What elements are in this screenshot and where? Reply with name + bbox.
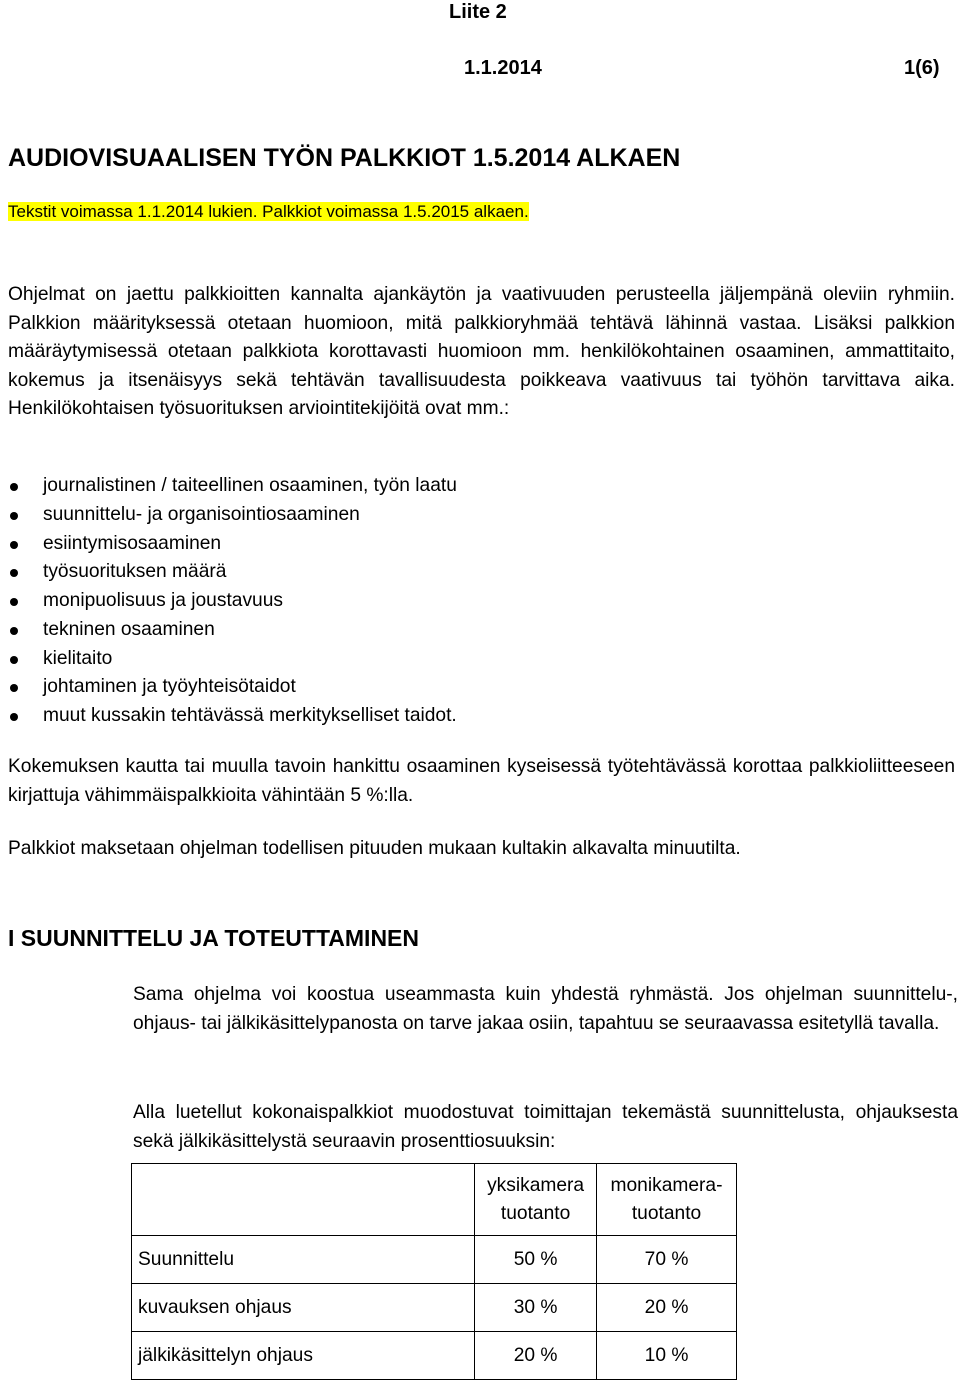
table-cell-label: jälkikäsittelyn ohjaus (132, 1332, 475, 1380)
bullet-icon (10, 713, 18, 721)
criteria-item-text: monipuolisuus ja joustavuus (43, 590, 283, 611)
bullet-icon (10, 684, 18, 692)
page-title: AUDIOVISUAALISEN TYÖN PALKKIOT 1.5.2014 ALKAEN (8, 144, 681, 172)
bullet-icon (10, 512, 18, 520)
table-header-cell: yksikamera tuotanto (475, 1164, 597, 1236)
criteria-item-text: tekninen osaaminen (43, 618, 215, 640)
criteria-item (10, 587, 910, 616)
criteria-item-text: journalistinen / taiteellinen osaaminen, työn laatu (43, 475, 457, 496)
table-cell-single-camera: 30 % (475, 1284, 597, 1332)
criteria-item-text: suunnittelu- ja organisointiosaaminen (43, 503, 360, 525)
validity-note-text: Tekstit voimassa 1.1.2014 lukien. Palkkiot voimassa 1.5.2015 alkaen. (8, 202, 529, 221)
criteria-item (10, 616, 910, 645)
table-header-cell: monikamera-tuotanto (597, 1164, 737, 1236)
bullet-icon (10, 483, 18, 491)
table-cell-multi-camera: 70 % (597, 1236, 737, 1284)
criteria-item (10, 673, 910, 702)
criteria-item (10, 472, 910, 501)
percentage-table (131, 1163, 737, 1380)
bullet-icon (10, 598, 18, 606)
bullet-icon (10, 656, 18, 664)
criteria-item-text: työsuorituksen määrä (43, 561, 227, 583)
criteria-item (10, 530, 910, 559)
criteria-item-text: muut kussakin tehtävässä merkitykselliset taidot. (43, 705, 457, 726)
table-row (132, 1284, 737, 1332)
payment-paragraph: Palkkiot maksetaan ohjelman todellisen pituuden mukaan kultakin alkavalta minuutilta. (8, 838, 741, 859)
criteria-item (10, 501, 910, 530)
table-row (132, 1236, 737, 1284)
table-cell-multi-camera: 20 % (597, 1284, 737, 1332)
attachment-label: Liite 2 (449, 1, 507, 23)
criteria-item-text: johtaminen ja työyhteisötaidot (43, 676, 296, 698)
table-cell-multi-camera: 10 % (597, 1332, 737, 1380)
section-paragraph-2: Alla luetellut kokonaispalkkiot muodostuvat toimittajan tekemästä suunnittelusta, ohjauksesta sekä jälkikäsittelystä seuraavin prosenttiosuuksin: (133, 1102, 958, 1152)
criteria-list (10, 472, 910, 731)
bullet-icon (10, 627, 18, 635)
experience-paragraph: Kokemuksen kautta tai muulla tavoin hankittu osaaminen kyseisessä työtehtävässä korottaa palkkioliitteeseen kirjattuja vähimmäispalkkioita vähintään 5 %:lla. (8, 756, 955, 806)
criteria-item (10, 645, 910, 674)
page-number: 1(6) (904, 57, 940, 79)
criteria-item-text: esiintymisosaaminen (43, 532, 222, 554)
intro-paragraph: Ohjelmat on jaettu palkkioitten kannalta ajankäytön ja vaativuuden perusteella jäljempänä oleviin ryhmiin. Palkkion määrityksessä otetaan huomioon, mitä palkkioryhmää tehtävä lähinnä vastaa. Lisäksi palkkion määräytymisessä otetaan palkkiota korottavasti huomioon mm. henkilökohtainen osaaminen, ammattitaito, kokemus ja itsenäisyys sekä tehtävän tavallisuudesta poikkeava vaativuus tai työhön tarvittava aika. Henkilökohtaisen työsuorituksen arviointitekijöitä ovat mm.: (8, 284, 955, 419)
table-cell-single-camera: 50 % (475, 1236, 597, 1284)
criteria-item (10, 702, 910, 731)
document-date: 1.1.2014 (464, 57, 542, 79)
table-cell-label: kuvauksen ohjaus (132, 1284, 475, 1332)
table-cell-single-camera: 20 % (475, 1332, 597, 1380)
section-heading: I SUUNNITTELU JA TOTEUTTAMINEN (8, 925, 420, 951)
criteria-item-text: kielitaito (43, 647, 113, 669)
table-cell-label: Suunnittelu (132, 1236, 475, 1284)
section-paragraph-1: Sama ohjelma voi koostua useammasta kuin yhdestä ryhmästä. Jos ohjelman suunnittelu-, ohjaus- tai jälkikäsittelypanosta on tarve jakaa osiin, tapahtuu se seuraavassa esitetyllä tavalla. (133, 984, 958, 1034)
validity-note (8, 202, 529, 222)
criteria-item (10, 558, 910, 587)
bullet-icon (10, 541, 18, 549)
table-row (132, 1332, 737, 1380)
bullet-icon (10, 569, 18, 577)
table-header-row (132, 1164, 737, 1236)
table-header-cell (132, 1164, 475, 1236)
